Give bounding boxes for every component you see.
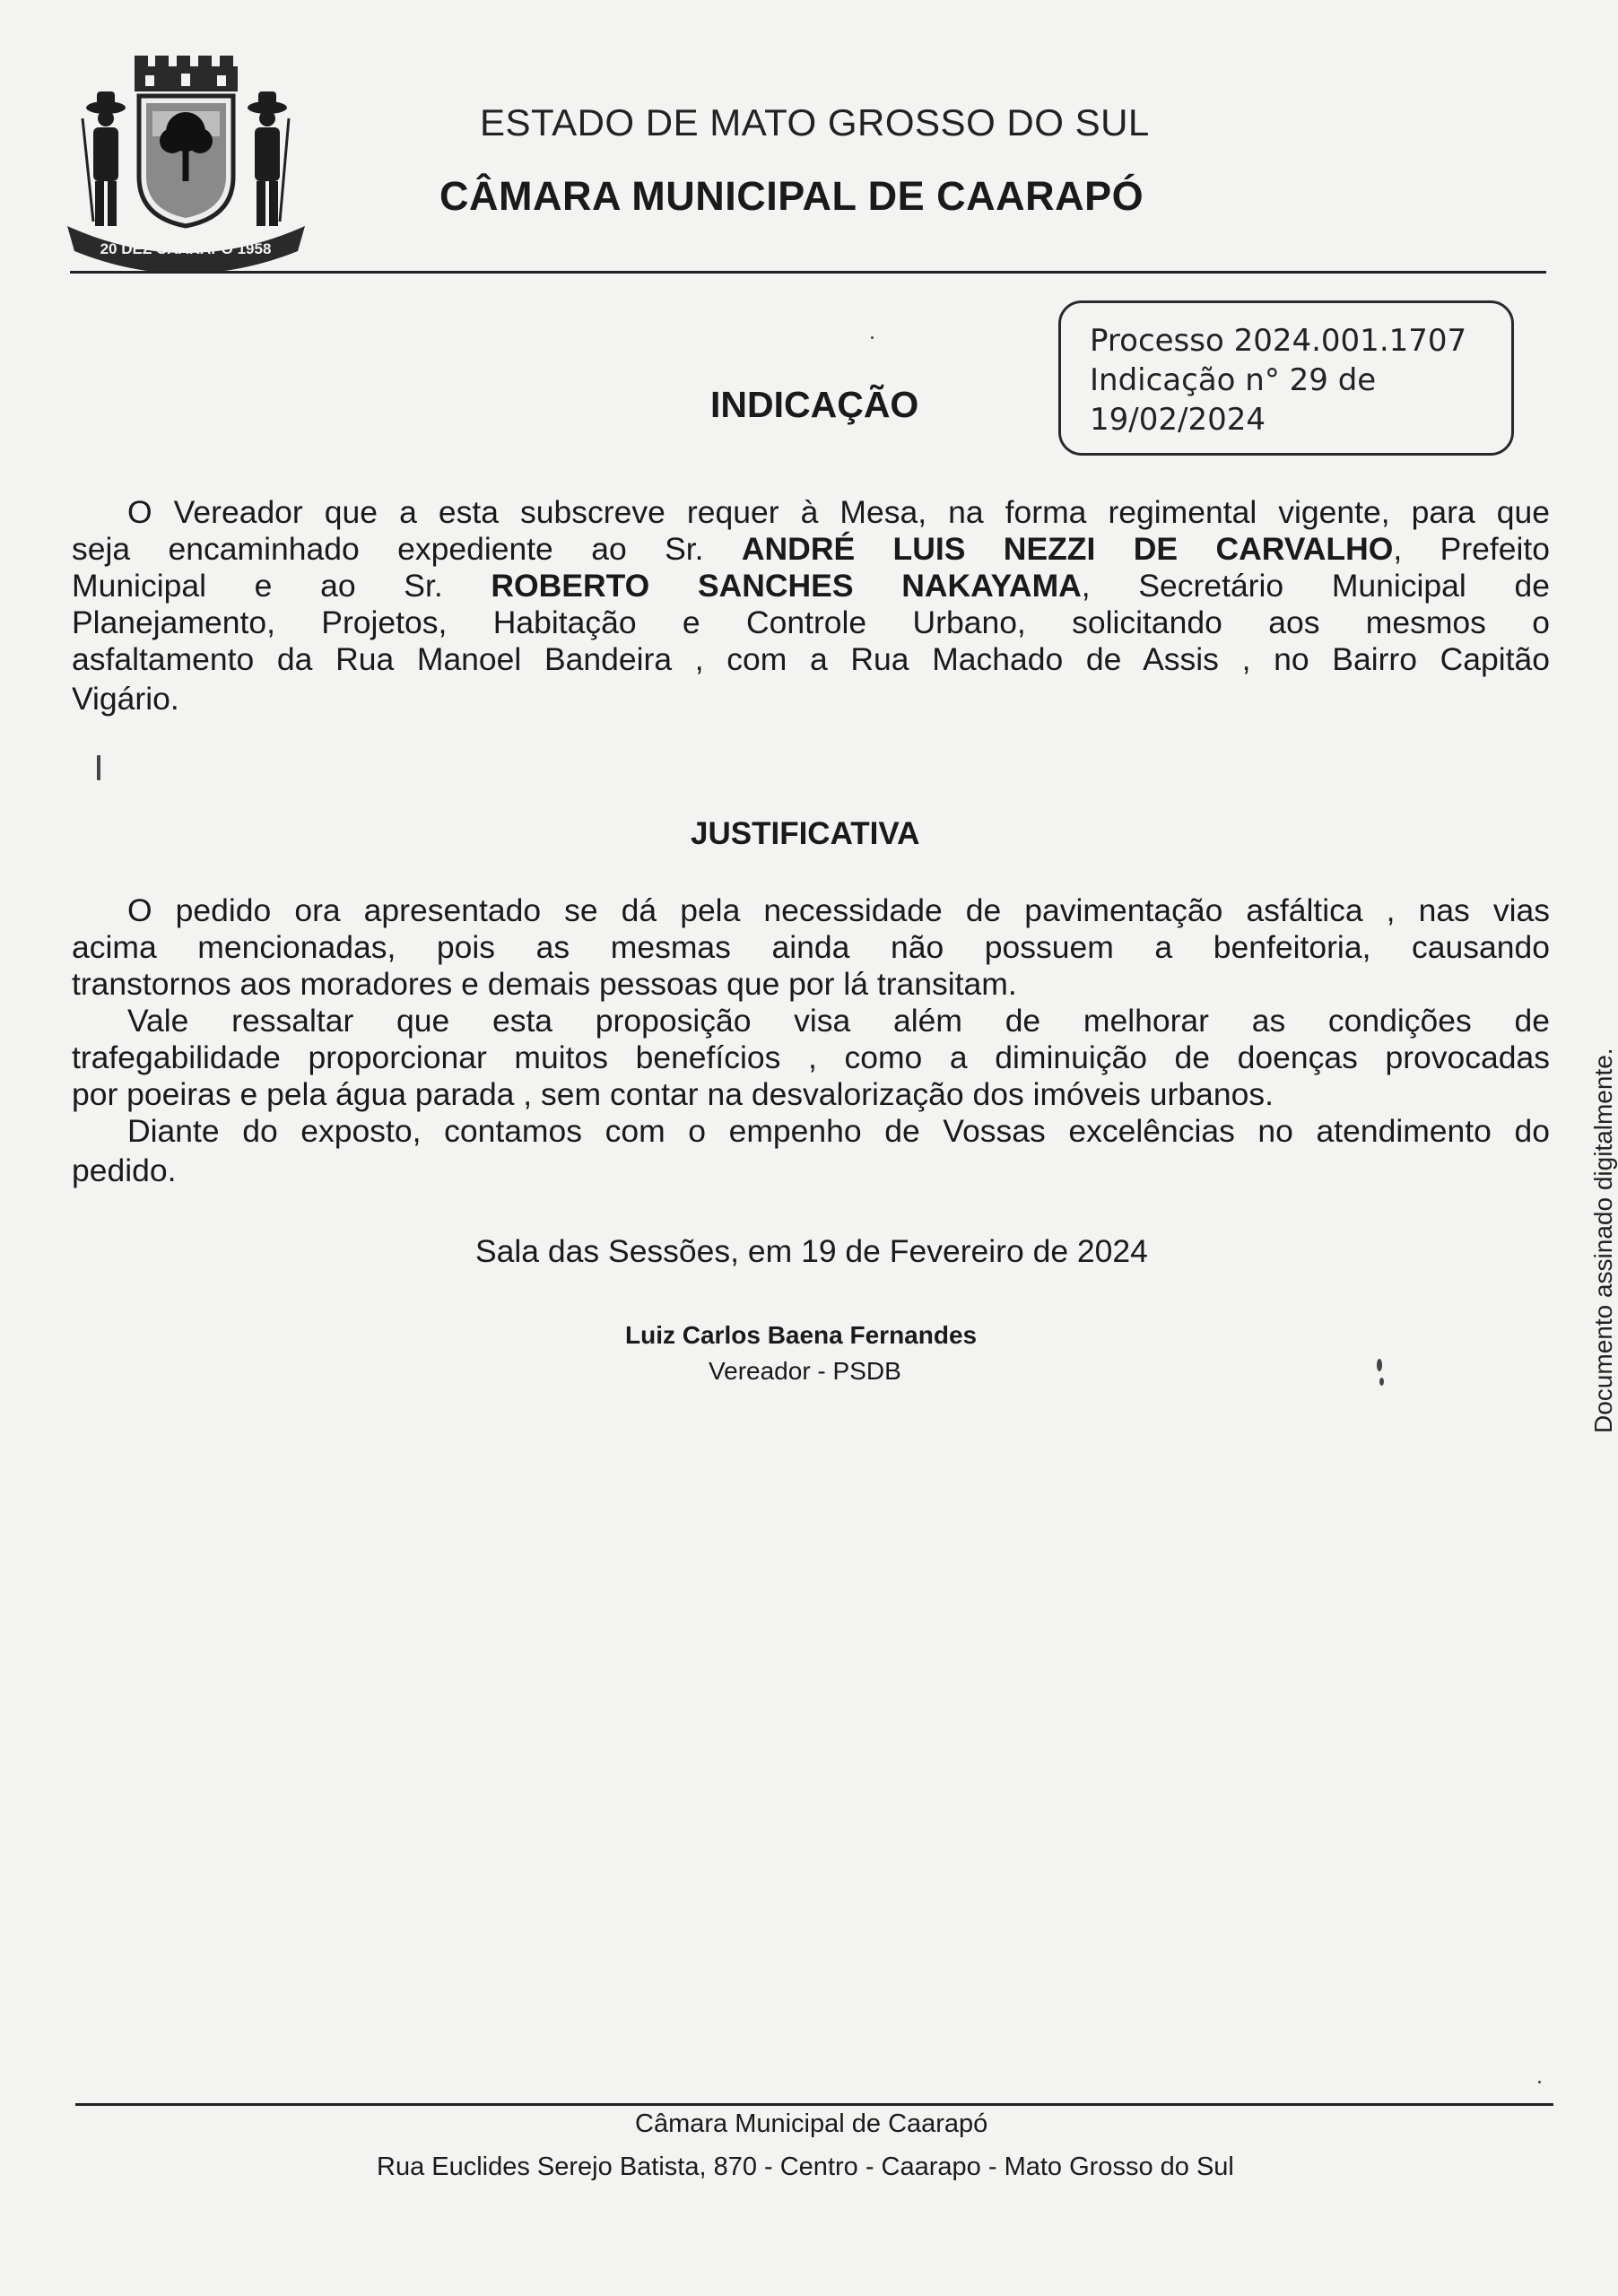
document-title: INDICAÇÃO	[710, 384, 919, 425]
signer-role: Vereador - PSDB	[709, 1357, 901, 1385]
signer-name: Luiz Carlos Baena Fernandes	[625, 1321, 978, 1349]
justification-line-8: pedido.	[72, 1152, 177, 1188]
justification-line-1: O pedido ora apresentado se dá pela necessidade de pavimentação asfáltica , nas vias	[127, 892, 1550, 928]
place-and-date: Sala das Sessões, em 19 de Fevereiro de 2024	[475, 1233, 1148, 1269]
justification-line-2: acima mencionadas, pois as mesmas ainda não possuem a benfeitoria, causando	[72, 929, 1550, 965]
scan-mark	[1379, 1378, 1384, 1386]
header-divider	[70, 271, 1546, 274]
request-line-2	[72, 530, 1550, 568]
request-line-1: O Vereador que a esta subscreve requer à Mesa, na forma regimental vigente, para que	[127, 494, 1550, 530]
justification-line-6: por poeiras e pela água parada , sem contar na desvalorização dos imóveis urbanos.	[72, 1076, 1274, 1112]
justification-line-4: Vale ressaltar que esta proposição visa além de melhorar as condições de	[127, 1003, 1550, 1039]
process-stamp	[1058, 300, 1514, 456]
footer-address: Rua Euclides Serejo Batista, 870 - Centro - Caarapo - Mato Grosso do Sul	[377, 2152, 1234, 2181]
scan-mark	[97, 755, 100, 780]
request-text: , Secretário Municipal de	[1081, 568, 1550, 604]
request-text: , Prefeito	[1393, 531, 1550, 567]
municipal-crest-logo	[63, 56, 309, 271]
request-line-4: Planejamento, Projetos, Habitação e Controle Urbano, solicitando aos mesmos o	[72, 604, 1550, 640]
request-text: Municipal e ao Sr.	[72, 568, 443, 604]
footer-divider	[75, 2103, 1553, 2106]
scan-mark	[1538, 2081, 1541, 2083]
svg-text:20 DEZ CAARAPÓ 1958: 20 DEZ CAARAPÓ 1958	[100, 240, 272, 257]
chamber-heading: CÂMARA MUNICIPAL DE CAARAPÓ	[439, 173, 1144, 219]
process-number: Processo 2024.001.1707	[1090, 323, 1467, 359]
request-line-3	[72, 567, 1550, 604]
digital-signature-note: Documento assinado digitalmente.	[1589, 1048, 1617, 1433]
request-line-5: asfaltamento da Rua Manoel Bandeira , com a Rua Machado de Assis , no Bairro Capitão	[72, 641, 1550, 677]
state-heading: ESTADO DE MATO GROSSO DO SUL	[480, 101, 1150, 144]
request-text: seja encaminhado expediente ao Sr.	[72, 531, 704, 567]
scan-mark	[1377, 1359, 1382, 1371]
justification-line-3: transtornos aos moradores e demais pessoas que por lá transitam.	[72, 966, 1017, 1002]
request-line-6: Vigário.	[72, 681, 179, 717]
indication-number: Indicação n° 29 de	[1090, 362, 1377, 398]
scan-mark	[871, 336, 874, 339]
justification-line-5: trafegabilidade proporcionar muitos benefícios , como a diminuição de doenças provocadas	[72, 1039, 1550, 1075]
secretary-name: ROBERTO SANCHES NAKAYAMA	[491, 568, 1082, 604]
indication-date: 19/02/2024	[1090, 402, 1266, 438]
justification-heading: JUSTIFICATIVA	[691, 816, 920, 851]
footer-institution: Câmara Municipal de Caarapó	[635, 2109, 988, 2138]
mayor-name: ANDRÉ LUIS NEZZI DE CARVALHO	[741, 531, 1394, 567]
justification-line-7: Diante do exposto, contamos com o empenho de Vossas excelências no atendimento do	[127, 1113, 1550, 1149]
